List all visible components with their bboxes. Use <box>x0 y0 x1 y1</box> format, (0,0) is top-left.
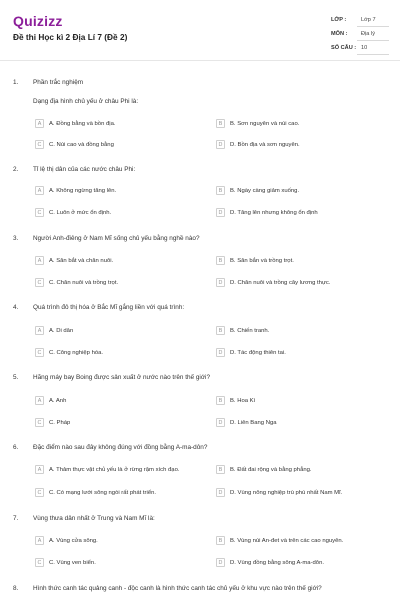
option-7a[interactable] <box>35 535 98 546</box>
option-6c[interactable] <box>35 487 156 498</box>
option-2a[interactable] <box>35 185 116 196</box>
option-letter-box: A <box>35 119 44 128</box>
option-letter-box: D <box>216 348 225 357</box>
option-text: B. Săn bắn và trồng trọt. <box>230 257 294 264</box>
option-text: A. Di dân <box>49 327 74 334</box>
option-1d[interactable] <box>216 139 300 150</box>
option-letter-box: A <box>35 326 44 335</box>
section-label: Phần trắc nghiệm <box>33 79 84 86</box>
option-letter-box: C <box>35 140 44 149</box>
option-letter-box: B <box>216 186 225 195</box>
option-text: C. Núi cao và đồng bằng <box>49 141 114 148</box>
meta-row-grade <box>331 13 389 27</box>
question-number: 5. <box>13 374 19 381</box>
question-number: 7. <box>13 515 19 522</box>
option-letter-box: C <box>35 208 44 217</box>
option-text: A. Anh <box>49 397 67 404</box>
meta-key-subject: MÔN : <box>331 31 348 37</box>
option-text: A. Săn bắt và chăn nuôi. <box>49 257 114 264</box>
question-text: Vùng thưa dân nhất ở Trung và Nam Mĩ là: <box>33 515 155 522</box>
option-text: D. Vùng nông nghiệp trù phú nhất Nam Mĩ. <box>230 489 343 496</box>
option-1b[interactable] <box>216 118 299 129</box>
option-text: A. Vùng cửa sông. <box>49 537 98 544</box>
option-letter-box: B <box>216 256 225 265</box>
meta-value-question-count: 10 <box>357 42 389 55</box>
option-letter-box: C <box>35 558 44 567</box>
question-text: Người Anh-điêng ở Nam Mĩ sống chủ yếu bằng nghề nào? <box>33 235 200 242</box>
option-letter-box: B <box>216 396 225 405</box>
question-text: Hãng máy bay Boing được sản xuất ở nước nào trên thế giới? <box>33 374 211 381</box>
option-letter-box: A <box>35 186 44 195</box>
option-text: C. Luôn ở mức ổn định. <box>49 209 112 216</box>
question-number: 1. <box>13 79 19 86</box>
option-5b[interactable] <box>216 395 255 406</box>
option-3a[interactable] <box>35 255 113 266</box>
page-title: Đề thi Học kì 2 Địa Lí 7 (Đề 2) <box>13 32 128 42</box>
option-text: D. Tác động thiên tai. <box>230 349 286 356</box>
question-number: 3. <box>13 235 19 242</box>
option-letter-box: C <box>35 278 44 287</box>
option-letter-box: A <box>35 256 44 265</box>
option-4c[interactable] <box>35 347 103 358</box>
meta-info-box <box>331 13 389 55</box>
option-letter-box: D <box>216 208 225 217</box>
meta-key-question-count: SỐ CÂU : <box>331 45 357 51</box>
option-letter-box: D <box>216 488 225 497</box>
option-text: B. Đất đai rộng và bằng phẳng. <box>230 466 312 473</box>
meta-value-subject: Địa lý <box>357 28 389 41</box>
option-text: C. Vùng ven biển. <box>49 559 96 566</box>
option-letter-box: D <box>216 418 225 427</box>
option-6b[interactable] <box>216 464 312 475</box>
option-2c[interactable] <box>35 207 111 218</box>
option-text: A. Đồng bằng và bồn địa. <box>49 120 116 127</box>
option-letter-box: D <box>216 140 225 149</box>
worksheet-header <box>0 0 400 61</box>
question-number: 6. <box>13 444 19 451</box>
option-letter-box: A <box>35 396 44 405</box>
option-text: C. Pháp <box>49 419 71 426</box>
option-4d[interactable] <box>216 347 286 358</box>
option-3b[interactable] <box>216 255 294 266</box>
option-letter-box: C <box>35 348 44 357</box>
option-1c[interactable] <box>35 139 114 150</box>
option-7b[interactable] <box>216 535 343 546</box>
option-3c[interactable] <box>35 277 118 288</box>
option-text: D. Bồn địa và sơn nguyên. <box>230 141 300 148</box>
option-letter-box: D <box>216 278 225 287</box>
option-text: B. Ngày càng giảm xuống. <box>230 187 300 194</box>
option-5d[interactable] <box>216 417 277 428</box>
option-text: B. Chiến tranh. <box>230 327 270 334</box>
option-text: A. Thảm thực vật chủ yếu là ở rừng rậm xích đạo. <box>49 466 180 473</box>
option-letter-box: B <box>216 119 225 128</box>
option-text: B. Hoa Kì <box>230 397 256 404</box>
question-text: Dạng địa hình chủ yếu ở châu Phi là: <box>33 98 139 105</box>
option-7c[interactable] <box>35 557 96 568</box>
question-text: Hình thức canh tác quảng canh - độc canh là hình thức canh tác chủ yếu ở khu vực nào trên thế giới? <box>33 585 322 592</box>
question-number: 2. <box>13 166 19 173</box>
option-4b[interactable] <box>216 325 269 336</box>
option-text: C. Có mạng lưới sông ngòi rất phát triển. <box>49 489 157 496</box>
question-text: Quá trình đô thị hóa ở Bắc Mĩ gắng liền với quá trình: <box>33 304 185 311</box>
meta-row-question-count <box>331 41 389 55</box>
option-text: C. Chăn nuôi và trồng trọt. <box>49 279 119 286</box>
option-5c[interactable] <box>35 417 70 428</box>
option-letter-box: B <box>216 326 225 335</box>
option-6d[interactable] <box>216 487 342 498</box>
option-letter-box: C <box>35 418 44 427</box>
option-letter-box: D <box>216 558 225 567</box>
option-text: D. Liên Bang Nga <box>230 419 277 426</box>
option-letter-box: B <box>216 465 225 474</box>
question-text: Tỉ lệ thị dân của các nước châu Phi: <box>33 166 136 173</box>
question-number: 4. <box>13 304 19 311</box>
option-letter-box: A <box>35 465 44 474</box>
meta-value-grade: Lớp 7 <box>357 14 389 27</box>
meta-row-subject <box>331 27 389 41</box>
option-4a[interactable] <box>35 325 73 336</box>
option-letter-box: C <box>35 488 44 497</box>
option-text: A. Không ngừng tăng lên. <box>49 187 117 194</box>
option-5a[interactable] <box>35 395 66 406</box>
option-2d[interactable] <box>216 207 318 218</box>
option-6a[interactable] <box>35 464 180 475</box>
question-number: 8. <box>13 585 19 592</box>
option-2b[interactable] <box>216 185 299 196</box>
option-letter-box: A <box>35 536 44 545</box>
option-3d[interactable] <box>216 277 331 288</box>
option-text: B. Vùng núi An-đet và trên các cao nguyên. <box>230 537 344 544</box>
option-text: C. Công nghiệp hóa. <box>49 349 104 356</box>
option-text: D. Vùng đồng bằng sông A-ma-dôn. <box>230 559 324 566</box>
meta-key-grade: LỚP : <box>331 17 347 23</box>
quizizz-logo: Quizizz <box>13 13 63 29</box>
question-text: Đặc điểm nào sau đây không đúng với đồng bằng A-ma-dôn? <box>33 444 208 451</box>
option-1a[interactable] <box>35 118 115 129</box>
option-7d[interactable] <box>216 557 324 568</box>
option-text: D. Tăng lên nhưng không ổn định <box>230 209 318 216</box>
option-text: D. Chăn nuôi và trồng cây lương thực. <box>230 279 331 286</box>
option-text: B. Sơn nguyên và núi cao. <box>230 120 300 127</box>
option-letter-box: B <box>216 536 225 545</box>
